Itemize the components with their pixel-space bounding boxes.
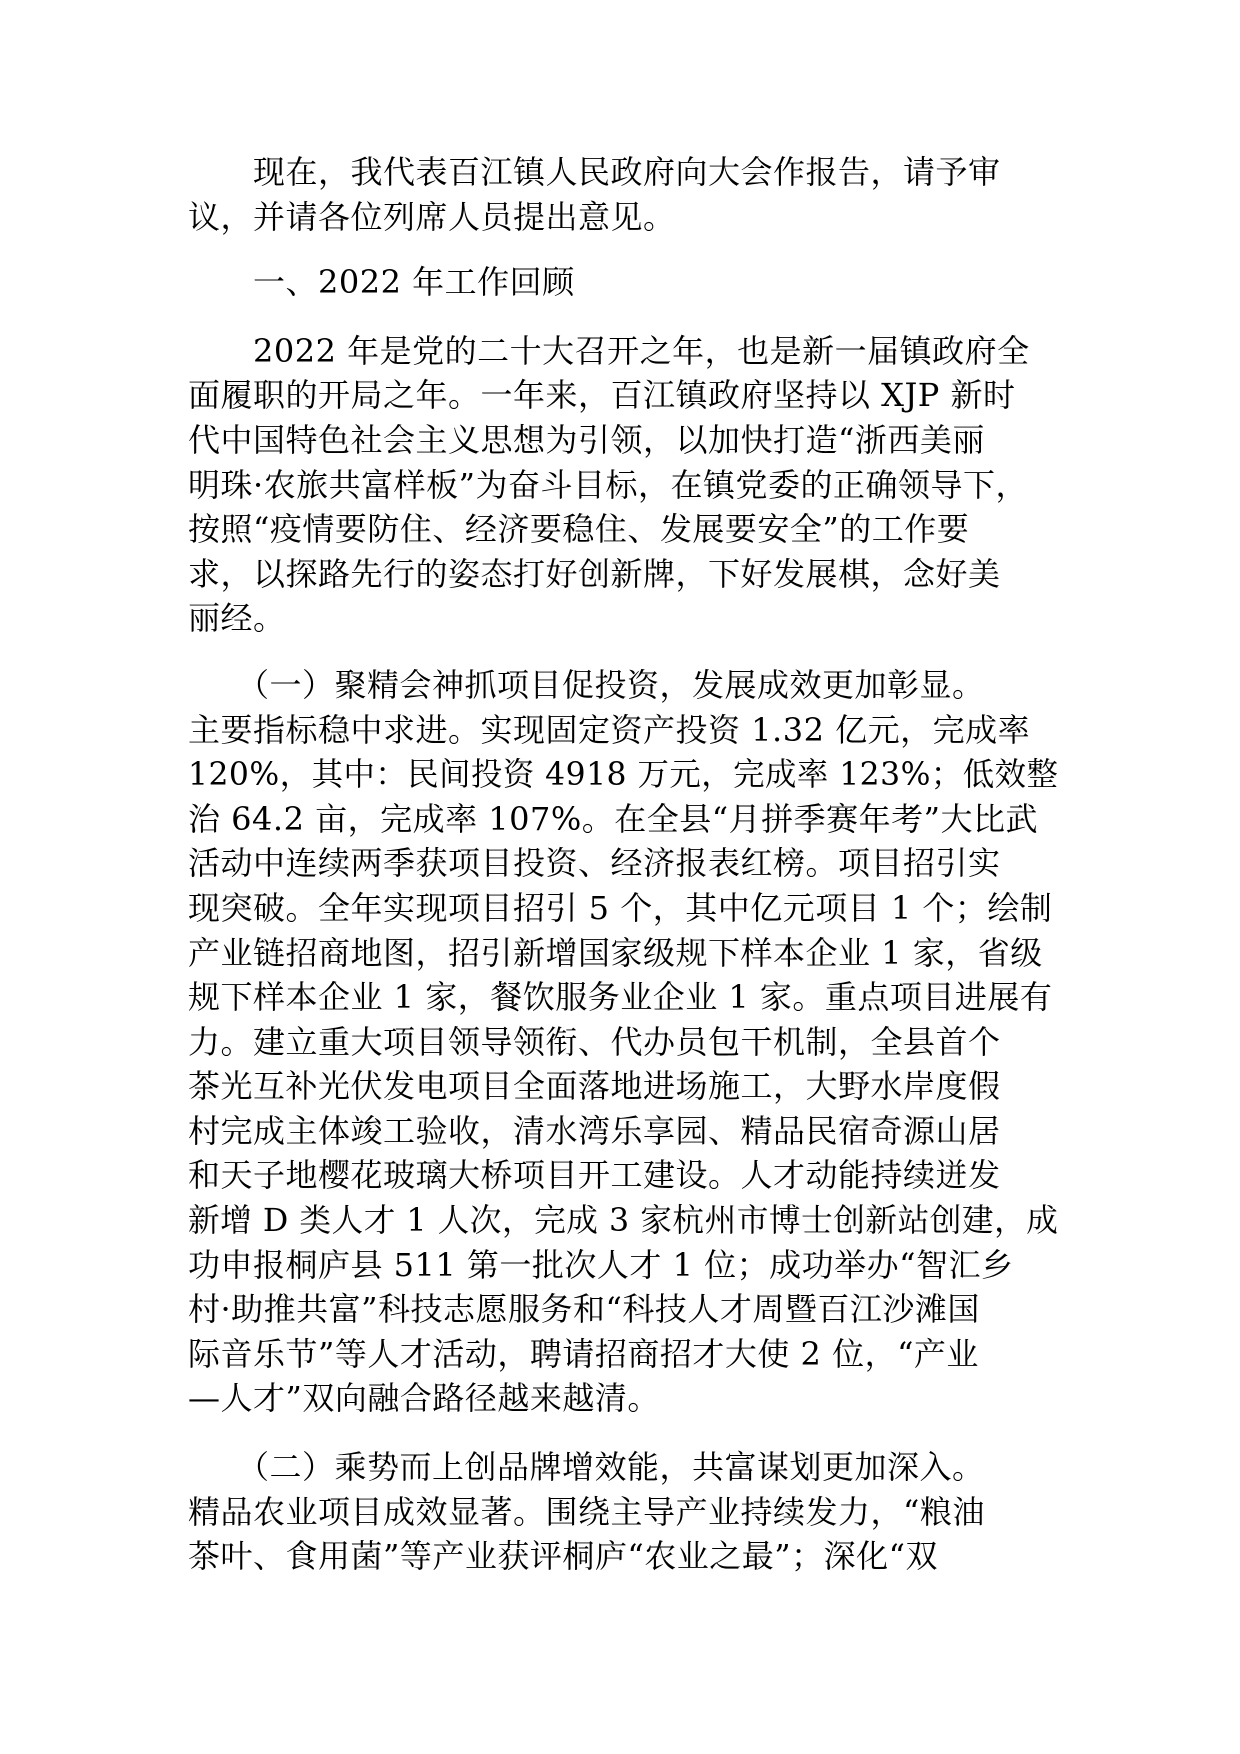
text-line: 治 64.2 亩，完成率 107%。在全县“月拼季赛年考”大比武 [188, 799, 1038, 838]
text-line: 求，以探路先行的姿态打好创新牌，下好发展棋，念好美 [188, 554, 1001, 593]
paragraph-intro [188, 150, 1058, 239]
text-line: 新增 D 类人才 1 人次，完成 3 家杭州市博士创新站创建，成 [188, 1201, 1059, 1240]
text-line: 按照“疫情要防住、经济要稳住、发展要安全”的工作要 [188, 510, 970, 549]
text-line: 产业链招商地图，招引新增国家级规下样本企业 1 家，省级 [188, 933, 1043, 972]
text-line: （一）聚精会神抓项目促投资，发展成效更加彰显。 [188, 665, 985, 704]
text-line: 现在，我代表百江镇人民政府向大会作报告，请予审 [188, 153, 1001, 191]
text-line: 2022 年是党的二十大召开之年，也是新一届镇政府全 [188, 331, 1030, 370]
text-line: 现突破。全年实现项目招引 5 个，其中亿元项目 1 个；绘制 [188, 888, 1053, 927]
text-line: 和天子地樱花玻璃大桥项目开工建设。人才动能持续迸发 [188, 1156, 1001, 1195]
paragraph-section-one [188, 663, 1058, 1421]
text-line: —人才”双向融合路径越来越清。 [188, 1379, 660, 1418]
text-line: 功申报桐庐县 511 第一批次人才 1 位；成功举办“智汇乡 [188, 1245, 1014, 1284]
document-body [188, 150, 1058, 1579]
paragraph-review [188, 329, 1058, 641]
text-line: 村·助推共富”科技志愿服务和“科技人才周暨百江沙滩国 [188, 1290, 980, 1329]
text-line: 主要指标稳中求进。实现固定资产投资 1.32 亿元，完成率 [188, 710, 1031, 749]
text-line: 茶叶、食用菌”等产业获评桐庐“农业之最”；深化“双 [188, 1537, 938, 1576]
text-line: 丽经。 [188, 599, 286, 638]
text-line: （二）乘势而上创品牌增效能，共富谋划更加深入。 [188, 1448, 985, 1487]
heading-text: 一、2022 年工作回顾 [188, 263, 575, 302]
text-line: 力。建立重大项目领导领衔、代办员包干机制，全县首个 [188, 1022, 1001, 1061]
text-line: 规下样本企业 1 家，餐饮服务业企业 1 家。重点项目进展有 [188, 978, 1053, 1017]
text-line: 茶光互补光伏发电项目全面落地进场施工，大野水岸度假 [188, 1067, 1001, 1106]
text-line: 际音乐节”等人才活动，聘请招商招才大使 2 位，“产业 [188, 1334, 979, 1373]
text-line: 代中国特色社会主义思想为引领，以加快打造“浙西美丽 [188, 420, 985, 459]
text-line: 120%，其中：民间投资 4918 万元，完成率 123%；低效整 [188, 755, 1059, 794]
section-heading [188, 260, 1058, 305]
text-line: 精品农业项目成效显著。围绕主导产业持续发力，“粮油 [188, 1492, 985, 1531]
text-line: 村完成主体竣工验收，清水湾乐享园、精品民宿奇源山居 [188, 1111, 1001, 1150]
text-line: 明珠·农旅共富样板”为奋斗目标，在镇党委的正确领导下， [188, 465, 1029, 504]
text-line: 活动中连续两季获项目投资、经济报表红榜。项目招引实 [188, 844, 1001, 883]
text-line: 面履职的开局之年。一年来，百江镇政府坚持以 XJP 新时 [188, 376, 1016, 415]
paragraph-section-two [188, 1445, 1058, 1579]
text-line: 议，并请各位列席人员提出意见。 [188, 197, 676, 236]
